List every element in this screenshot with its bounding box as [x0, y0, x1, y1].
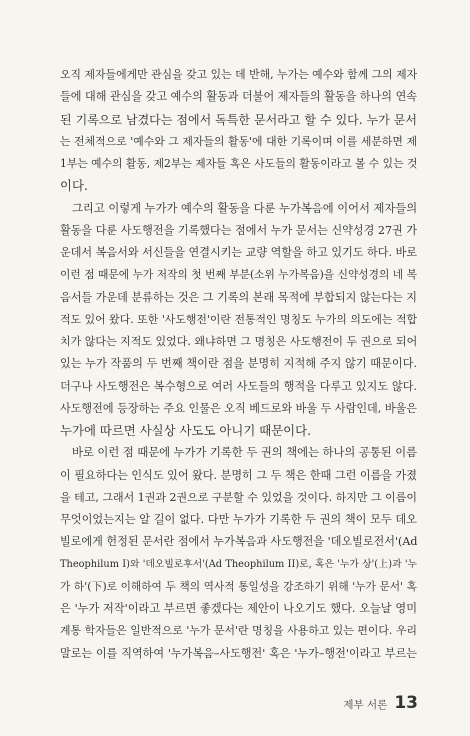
text-line: 계통 학자들은 일반적으로 '누가 문서'란 명칭을 사용하고 있는 편이다. 우리 — [60, 624, 417, 638]
text-line: 치가 않다는 지적도 있었다. 왜냐하면 그 명칭은 사도행전이 두 권으로 되어 — [60, 335, 417, 348]
text-line: 이 필요하다는 인식도 있어 왔다. 분명히 그 두 책은 한때 그런 이름을 가졌 — [60, 468, 417, 482]
text-line: 활동을 다룬 사도행전을 기록했다는 점에서 누가 문서는 신약성경 27권 가 — [60, 223, 417, 237]
text-line: 오직 제자들에게만 관심을 갖고 있는 데 반해, 누가는 예수와 함께 그의 제자 — [60, 68, 417, 81]
text-line: 은 '누가 저작'이라고 부르면 좋겠다는 제안이 나오기도 했다. 오늘날 영미 — [60, 602, 417, 615]
running-footer-section: 제부 서론 — [343, 699, 388, 711]
page-number: 13 — [394, 693, 418, 713]
text-line: 바로 이런 점 때문에 누가가 기록한 두 권의 책에는 하나의 공통된 이름 — [72, 446, 417, 460]
paragraph-3 — [60, 442, 417, 665]
text-line: 음서들 가운데 분류하는 것은 그 기록의 본래 목적에 부합되지 않는다는 지 — [60, 290, 417, 304]
text-line: 누가에 따르면 사실상 사도도 아니기 때문이다. — [60, 423, 312, 438]
text-line: 말로는 이를 직역하여 '누가복음–사도행전' 혹은 '누가–행전'이라고 부르는 — [60, 646, 417, 660]
text-line: 적도 있어 왔다. 또한 '사도행전'이란 전통적인 명칭도 누가의 의도에는 적합 — [60, 312, 417, 326]
text-line: 가 하'(下)로 이해하여 두 책의 역사적 통일성을 강조하기 위해 '누가 문서' 혹 — [60, 579, 417, 593]
text-line: 1부는 예수의 활동, 제2부는 제자들 혹은 사도들의 활동이라고 볼 수 있는 것 — [60, 157, 417, 170]
text-line: 이런 점 때문에 누가 저작의 첫 번째 부분(소위 누가복음)을 신약성경의 네 복 — [60, 268, 417, 282]
text-line: 빌로에게 헌정된 문서란 점에서 누가복음과 사도행전을 '데오빌로전서'(Ad — [60, 535, 417, 549]
page-footer — [343, 693, 418, 713]
paragraph-2 — [60, 198, 417, 443]
text-line: 을 테고, 그래서 1권과 2권으로 구분할 수 있었을 것이다. 하지만 그 이름이 — [60, 490, 417, 504]
text-line: 사도행전에 등장하는 주요 인물은 오직 베드로와 바울 두 사람인데, 바울은 — [60, 401, 417, 415]
text-line: 들에 대해 관심을 갖고 예수의 활동과 더불어 제자들의 활동을 하나의 연속 — [60, 90, 417, 104]
text-line: 더구나 사도행전은 복수형으로 여러 사도들의 행적을 다루고 있지도 않다. — [60, 379, 417, 393]
text-line: 는 전체적으로 '예수와 그 제자들의 활동'에 대한 기록이며 이를 세분하면 제 — [60, 134, 417, 148]
body-text — [60, 64, 417, 665]
text-line: 있는 누가 작품의 두 번째 책이란 점을 분명히 지적해 주지 않기 때문이다. — [60, 357, 417, 371]
paragraph-1 — [60, 64, 417, 198]
text-line: 무엇이었는지는 알 길이 없다. 다만 누가가 기록한 두 권의 책이 모두 데오 — [60, 513, 417, 526]
text-line: 그리고 이렇게 누가가 예수의 활동을 다룬 누가복음에 이어서 제자들의 — [72, 201, 417, 215]
text-line: 된 기록으로 남겼다는 점에서 독특한 문서라고 할 수 있다. 누가 문서 — [60, 112, 417, 127]
text-line: Theophilum I)와 '데오빌로후서'(Ad Theophilum II)로, 혹은 '누가 상'(上)과 '누 — [60, 558, 417, 570]
text-line: 이다. — [60, 178, 88, 194]
text-line: 운데서 복음서와 서신들을 연결시키는 교량 역할을 하고 있기도 하다. 바로 — [60, 246, 417, 259]
